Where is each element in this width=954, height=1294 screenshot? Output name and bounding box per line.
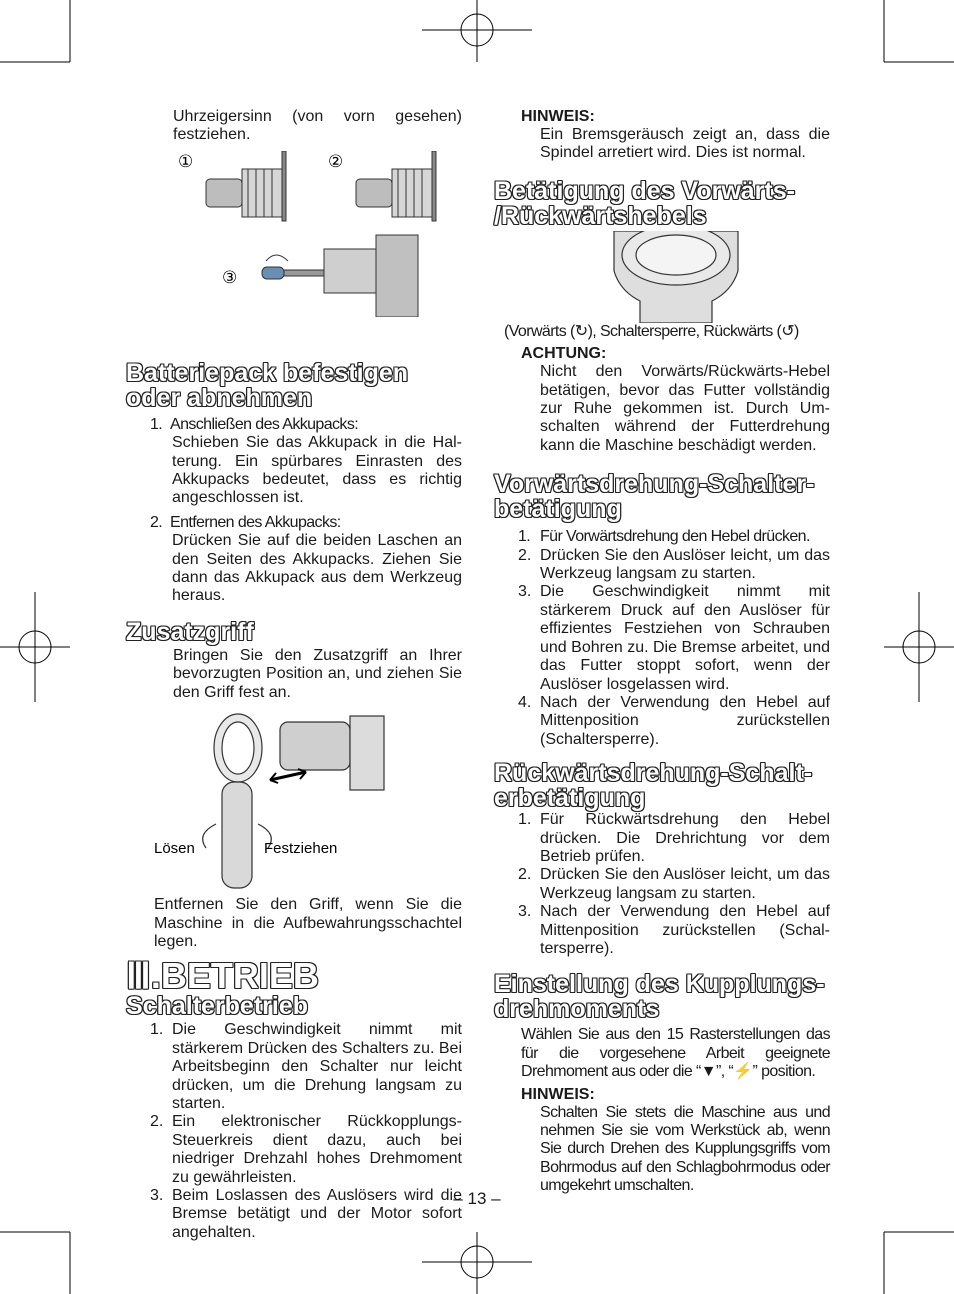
reverse-heading-line2: erbetätigung — [494, 784, 646, 813]
caution-label: ACHTUNG: — [521, 345, 607, 363]
drill-chuck-1 — [206, 151, 286, 221]
left-column — [126, 108, 462, 1242]
battery-list — [126, 416, 462, 606]
note-text: Ein Bremsgeräusch zeigt an, dass die Spindel arretiert wird. Dies ist normal. — [540, 126, 830, 162]
lever-heading-line2: /Rückwärtshebels — [494, 201, 707, 230]
marker-3: ③ — [222, 267, 238, 288]
list-item: 2. Entfernen des Akkupacks: — [150, 513, 341, 531]
grip-heading: Zusatzgriff — [126, 617, 254, 646]
clutch-text: Wählen Sie aus den 15 Rasterstellungen das für die vorgesehene Arbeit geeignete Drehmoment aus oder die “▼”, “⚡” position. — [521, 1026, 830, 1081]
lever-heading — [494, 176, 830, 230]
grip-text: Bringen Sie den Zusatzgriff an Ihrer bevorzugten Position an, und ziehen Sie den Griff fest an. — [173, 646, 462, 701]
list-item: 1. Für Vorwärtsdrehung den Hebel drücken. — [518, 528, 810, 546]
operation-heading — [126, 957, 462, 995]
list-item: 3. Beim Loslassen des Auslösers wird die Bremse betätigt und der Motor sofort angehalten. — [150, 1186, 462, 1241]
intro-text: Uhrzeigersinn (von vorn gesehen) festziehen. — [173, 108, 462, 144]
battery-heading — [126, 358, 462, 412]
list-item: Drücken Sie auf die beiden Laschen an den Seiten des Akkupacks. Ziehen Sie dann das Akkupack aus dem Werkzeug heraus. — [172, 532, 462, 605]
switch-list — [126, 1021, 462, 1242]
lever-caption: (Vorwärts (↻), Schaltersperre, Rückwärts (↺) — [504, 322, 799, 340]
caution-text: Nicht den Vorwärts/Rückwärts-Hebel betätigen, bevor das Futter vollständig zur Ruhe gekommen ist. Durch Umschalten während der Futterdrehung kann die Maschine beschädigt werden. — [540, 363, 830, 454]
list-item: 1. Anschließen des Akkupacks: — [150, 415, 359, 433]
list-item: 2. Ein elektronischer Rückkopplungs-Steuerkreis dient dazu, auch bei niedriger Drehzahl hohes Drehmoment zu gewährleisten. — [150, 1113, 462, 1186]
clutch-heading — [494, 972, 830, 1022]
chuck-tightening-figure — [126, 151, 462, 317]
reverse-heading-line1: Rückwärtsdrehung-Schalt- — [494, 759, 813, 788]
hammer-mode-icon: ⚡ — [733, 1063, 753, 1081]
roman-numeral: Ⅲ. — [126, 955, 161, 997]
auxiliary-handle-figure — [126, 712, 462, 892]
forward-rotation-icon: ↻ — [574, 322, 588, 340]
drill-mode-icon: ▼ — [700, 1063, 717, 1081]
lever-figure — [494, 231, 830, 323]
forward-heading-line2: betätigung — [494, 495, 622, 524]
clutch-heading-line2: drehmoments — [494, 995, 660, 1024]
battery-heading-line1: Batteriepack befestigen — [126, 358, 409, 387]
grip-remove-text: Entfernen Sie den Griff, wenn Sie die Maschine in die Aufbewahrungsschachtel legen. — [154, 896, 462, 950]
list-item: 2. Drücken Sie den Auslöser leicht, um das Werkzeug langsam zu starten. — [518, 546, 830, 583]
reverse-heading — [494, 761, 830, 811]
list-item: 1. Für Rückwärtsdrehung den Hebel drücken. Die Drehrichtung vor dem Betrieb prüfen. — [518, 811, 830, 865]
forward-list — [494, 528, 830, 749]
page-number: – 13 – — [453, 1189, 501, 1208]
marker-2: ② — [328, 151, 344, 172]
forward-heading-line1: Vorwärtsdrehung-Schalter- — [494, 470, 815, 499]
list-item: 1. Die Geschwindigkeit nimmt mit stärkerem Drücken des Schalters zu. Bei Arbeitsbeginn den Schalter nur leicht drücken, um die Drehung langsam zu starten. — [150, 1021, 462, 1112]
lever-heading-line1: Betätigung des Vorwärts- — [494, 176, 795, 205]
operation-title: BETRIEB — [160, 955, 319, 997]
screwdriver-figure — [262, 235, 418, 317]
marker-1: ① — [178, 151, 194, 172]
list-item: 4. Nach der Verwendung den Hebel auf Mittenposition zurückstellen (Schaltersperre). — [518, 693, 830, 748]
reverse-list — [494, 811, 830, 958]
battery-heading-line2: oder abnehmen — [126, 383, 313, 412]
list-item: 3. Nach der Verwendung den Hebel auf Mittenposition zurückstellen (Schaltersperre). — [518, 903, 830, 957]
clutch-note-text: Schalten Sie stets die Maschine aus und nehmen Sie sie vom Werkstück ab, wenn Sie durch Drehen des Kupplungsgriffs vom Bohrmodus auf den Schlagbohrmodus oder umgekehrt umschalten. — [540, 1103, 830, 1195]
label-loosen: Lösen — [154, 840, 195, 858]
list-item: Schieben Sie das Akkupack in die Halterung. Ein spürbares Einrasten des Akkupacks bedeutet, dass es richtig angeschlossen ist. — [172, 434, 462, 507]
forward-heading — [494, 472, 830, 522]
label-tighten: Festziehen — [264, 840, 338, 858]
list-item: 3. Die Geschwindigkeit nimmt mit stärkerem Druck auf den Auslöser für effizientes Festziehen von Schrauben und Bohren zu. Die Bremse arbeitet, und das Futter stoppt sofort, wenn der Auslöser losgelassen wird. — [518, 583, 830, 693]
reverse-rotation-icon: ↺ — [781, 322, 794, 340]
list-item: 2. Drücken Sie den Auslöser leicht, um das Werkzeug langsam zu starten. — [518, 866, 830, 902]
clutch-heading-line1: Einstellung des Kupplungs- — [494, 970, 825, 999]
switch-heading: Schalterbetrieb — [126, 992, 309, 1021]
clutch-note-label: HINWEIS: — [521, 1085, 595, 1103]
right-column — [494, 108, 830, 1196]
note-label: HINWEIS: — [521, 108, 595, 125]
drill-chuck-2 — [356, 151, 436, 221]
